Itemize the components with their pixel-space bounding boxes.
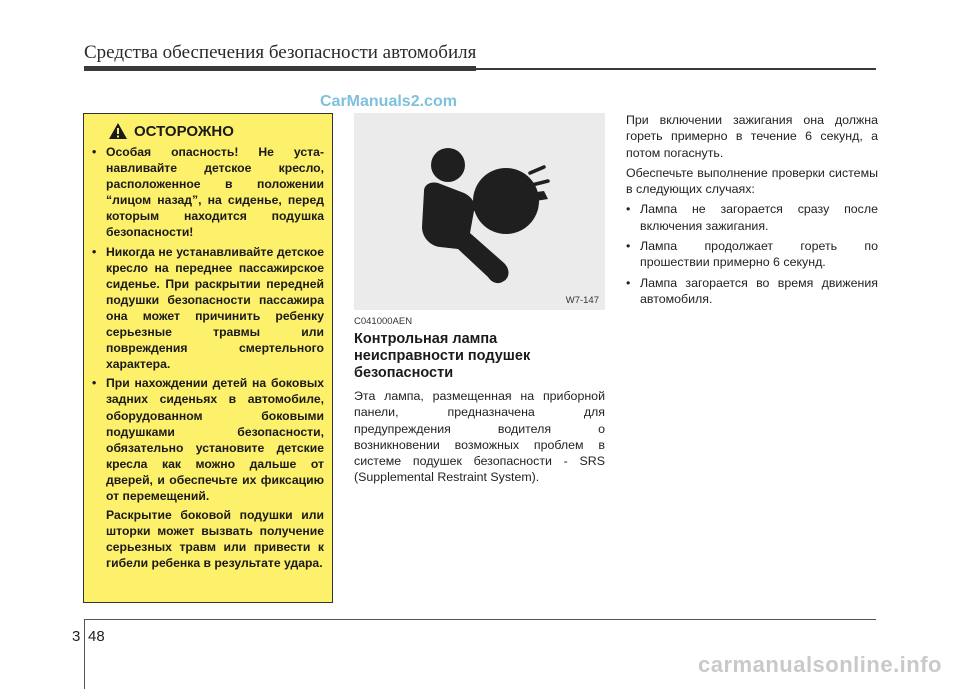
right-paragraph: При включении зажигания она должна гореть примерно в течение 6 секунд, а потом погаснуть. xyxy=(626,113,878,160)
list-item xyxy=(626,201,878,234)
bullet: • xyxy=(92,145,97,159)
bullet: • xyxy=(626,275,631,290)
warning-triangle-icon xyxy=(108,122,128,140)
right-paragraph: Обеспечьте выполнение проверки системы в следующих случаях: xyxy=(626,165,878,197)
watermark-bottom[interactable]: carmanualsonline.info xyxy=(698,652,942,677)
warning-item-text: Никогда не устанавливайте детское кресло на переднее пассажирское сиденье. При раскрытии передней подушки безопасности пассажира она может причинить ребенку серьезные травмы или повреждения смертельного характера. xyxy=(106,244,324,372)
right-column xyxy=(626,112,878,311)
middle-column xyxy=(354,316,605,486)
warning-item-text: Раскрытие боковой подушки или шторки может вызвать получение серьезных травм или привести к гибели ребенка в результате удара. xyxy=(106,508,324,571)
section-body: Эта лампа, размещенная на приборной панели, предназначена для предупреждения водителя о возникновении возможных проблем в системе подушек безопасности - SRS (Supplemental Restraint System). xyxy=(354,389,605,485)
bullet: • xyxy=(92,244,97,259)
list-item-text: Лампа загорается во время движения автомобиля. xyxy=(640,275,878,306)
section-code: C041000AEN xyxy=(354,316,413,327)
bullet: • xyxy=(626,239,631,254)
warning-item xyxy=(92,375,324,571)
bullet: • xyxy=(626,202,631,217)
warning-item-text: Особая опасность! Не устанавливайте детское кресло, расположенное в положении “лицом назад”, на сиденье, перед которым находится подушка безопасности! xyxy=(106,145,324,240)
warning-box xyxy=(83,113,333,603)
chapter-number: 3 xyxy=(72,628,81,645)
footer-rule xyxy=(84,619,876,620)
warning-item xyxy=(92,144,324,241)
footer-margin-line xyxy=(84,619,85,689)
airbag-lamp-figure xyxy=(354,113,605,310)
warning-item xyxy=(92,244,324,373)
header-rule xyxy=(476,68,876,70)
list-item-text: Лампа продолжает гореть по прошествии примерно 6 секунд. xyxy=(640,239,878,270)
list-item xyxy=(626,275,878,308)
warning-item-text: При нахождении детей на боковых задних сиденьях в автомобиле, оборудованном боковыми подушками безопасности, обязательно установите детские кресла как можно дальше от дверей, и обеспечьте их фиксацию от перемещений. xyxy=(106,376,324,503)
header-bar xyxy=(84,66,476,71)
page-number: 48 xyxy=(88,628,105,645)
figure-code: W7-147 xyxy=(565,295,599,306)
list-item-text: Лампа не загорается сразу после включения зажигания. xyxy=(640,202,878,233)
section-title: Контрольная лампа неисправности подушек безопасности xyxy=(354,331,531,381)
airbag-warning-icon xyxy=(354,113,605,310)
list-item xyxy=(626,238,878,271)
page-header-title: Средства обеспечения безопасности автомобиля xyxy=(84,42,477,63)
warning-title: ОСТОРОЖНО xyxy=(134,122,234,140)
bullet: • xyxy=(92,376,97,391)
warning-list xyxy=(92,144,324,571)
watermark-top[interactable]: CarManuals2.com xyxy=(320,93,457,110)
check-list xyxy=(626,201,878,307)
warning-header xyxy=(92,122,324,140)
